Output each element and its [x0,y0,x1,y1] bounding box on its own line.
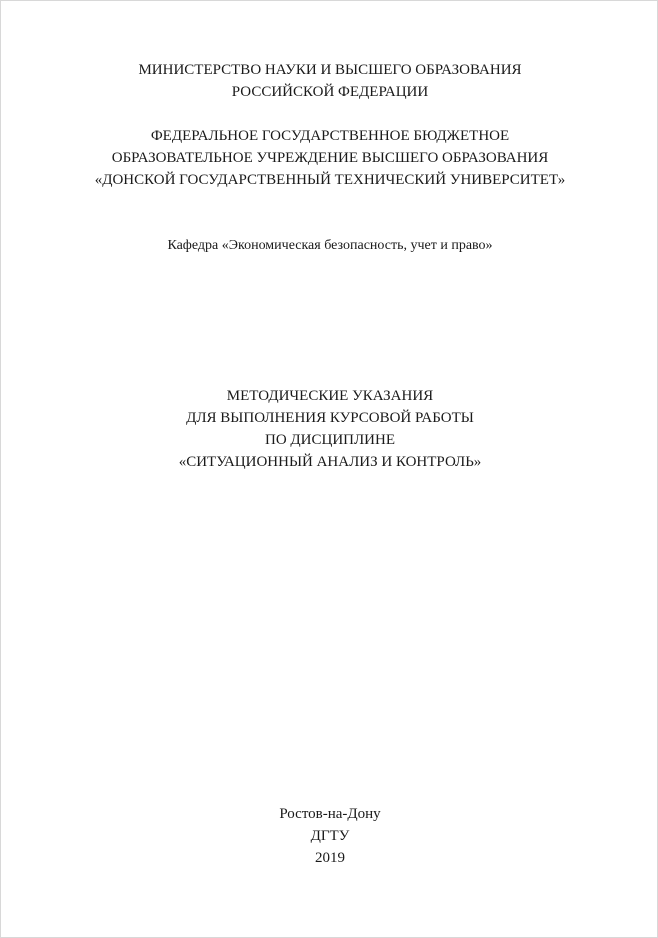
document-title [1,385,658,473]
imprint-city: Ростов-на-Дону [279,806,381,822]
ministry-header [1,59,658,103]
department-name [1,235,658,257]
ministry-line-2: РОССИЙСКОЙ ФЕДЕРАЦИИ [231,84,429,100]
institution-line-1: ФЕДЕРАЛЬНОЕ ГОСУДАРСТВЕННОЕ БЮДЖЕТНОЕ [150,128,510,144]
title-line-3: ПО ДИСЦИПЛИНЕ [265,432,395,448]
institution-line-2: ОБРАЗОВАТЕЛЬНОЕ УЧРЕЖДЕНИЕ ВЫСШЕГО ОБРАЗОВАНИЯ [111,150,549,166]
department-line: Кафедра «Экономическая безопасность, учет и право» [167,238,493,253]
imprint-year: 2019 [315,850,345,866]
ministry-line-1: МИНИСТЕРСТВО НАУКИ И ВЫСШЕГО ОБРАЗОВАНИЯ [138,62,522,78]
imprint [1,803,658,869]
title-line-1: МЕТОДИЧЕСКИЕ УКАЗАНИЯ [226,388,434,404]
institution-line-3: «ДОНСКОЙ ГОСУДАРСТВЕННЫЙ ТЕХНИЧЕСКИЙ УНИВЕРСИТЕТ» [94,172,566,188]
title-line-4: «СИТУАЦИОННЫЙ АНАЛИЗ И КОНТРОЛЬ» [178,454,482,470]
title-line-2: ДЛЯ ВЫПОЛНЕНИЯ КУРСОВОЙ РАБОТЫ [186,410,474,426]
imprint-publisher: ДГТУ [310,828,350,844]
institution-header [1,125,658,191]
